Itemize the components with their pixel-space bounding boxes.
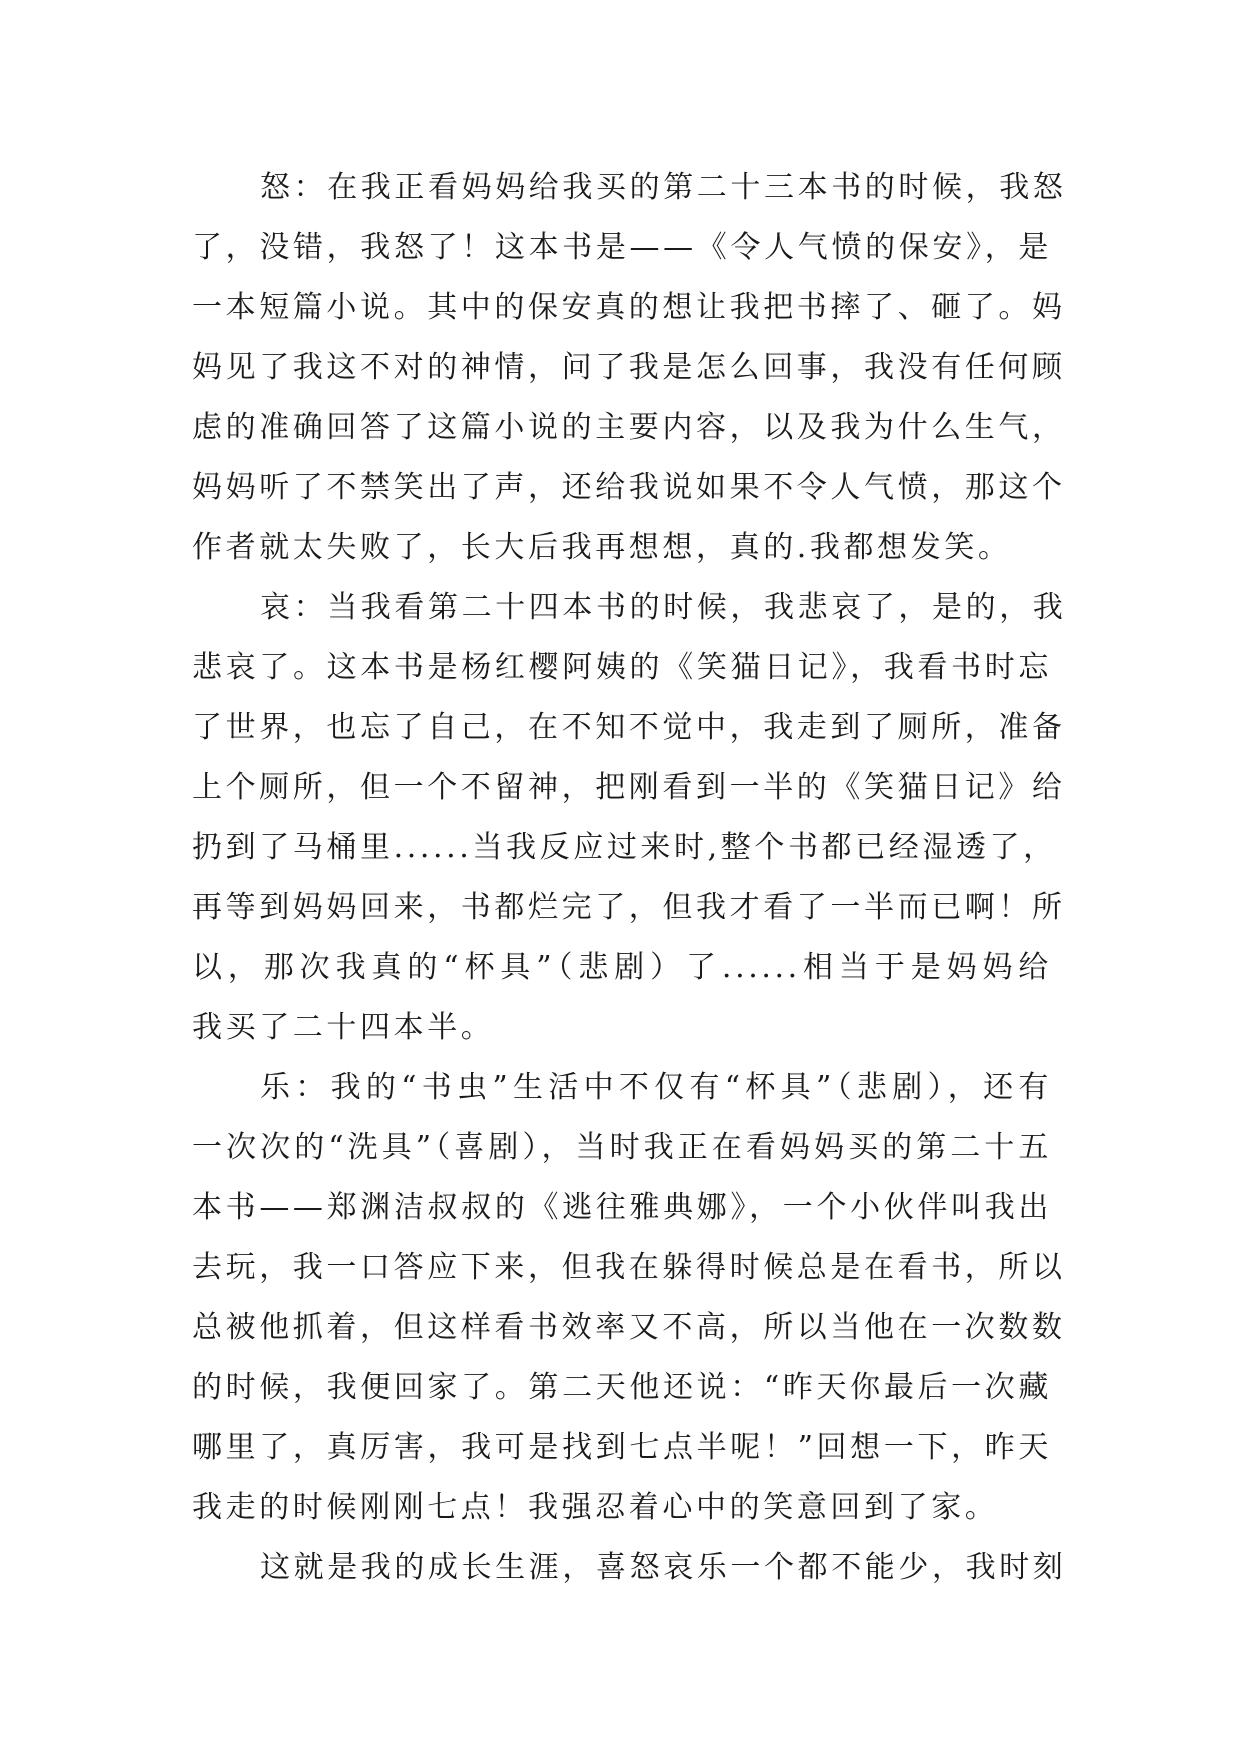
text-line: 一本短篇小说。其中的保安真的想让我把书摔了、砸了。妈 — [192, 290, 1066, 325]
text-line: 了世界，也忘了自己，在不知不觉中，我走到了厕所，准备 — [192, 710, 1066, 745]
text-line: 了，没错，我怒了！这本书是——《令人气愤的保安》，是 — [192, 230, 1052, 265]
text-line: 作者就太失败了，长大后我再想想，真的.我都想发笑。 — [192, 530, 1012, 565]
text-line: 妈见了我这不对的神情，问了我是怎么回事，我没有任何顾 — [192, 350, 1066, 385]
text-line: 哀：当我看第二十四本书的时候，我悲哀了，是的，我 — [260, 590, 1067, 625]
paragraph-anger — [192, 158, 1067, 578]
text-line: 乐：我的“书虫”生活中不仅有“杯具”（悲剧），还有 — [260, 1070, 1052, 1105]
paragraph-sorrow — [192, 578, 1067, 1058]
text-line: 我走的时候刚刚七点！我强忍着心中的笑意回到了家。 — [192, 1490, 999, 1525]
text-line: 虑的准确回答了这篇小说的主要内容，以及我为什么生气， — [192, 410, 1066, 445]
text-line: 悲哀了。这本书是杨红樱阿姨的《笑猫日记》，我看书时忘 — [192, 650, 1052, 685]
text-line: 以，那次我真的“杯具”（悲剧）了......相当于是妈妈给 — [192, 950, 1052, 985]
text-line: 妈妈听了不禁笑出了声，还给我说如果不令人气愤，那这个 — [192, 470, 1066, 505]
text-line: 扔到了马桶里......当我反应过来时,整个书都已经湿透了， — [192, 830, 1057, 865]
text-line: 哪里了，真厉害，我可是找到七点半呢！”回想一下，昨天 — [192, 1430, 1052, 1465]
paragraph-conclusion — [192, 1538, 1067, 1598]
paragraph-joy — [192, 1058, 1066, 1538]
text-line: 的时候，我便回家了。第二天他还说：“昨天你最后一次藏 — [192, 1370, 1052, 1405]
text-line: 一次次的“洗具”（喜剧），当时我正在看妈妈买的第二十五 — [192, 1130, 1052, 1165]
text-line: 总被他抓着，但这样看书效率又不高，所以当他在一次数数 — [192, 1310, 1066, 1345]
text-line: 上个厕所，但一个不留神，把刚看到一半的《笑猫日记》给 — [192, 770, 1066, 805]
text-line: 我买了二十四本半。 — [192, 1010, 495, 1045]
text-line: 再等到妈妈回来，书都烂完了，但我才看了一半而已啊！所 — [192, 890, 1066, 925]
document-body — [192, 158, 1067, 1598]
text-line: 本书——郑渊洁叔叔的《逃往雅典娜》，一个小伙伴叫我出 — [192, 1190, 1052, 1225]
text-line: 这就是我的成长生涯，喜怒哀乐一个都不能少，我时刻 — [260, 1550, 1067, 1585]
text-line: 怒：在我正看妈妈给我买的第二十三本书的时候，我怒 — [260, 170, 1067, 205]
text-line: 去玩，我一口答应下来，但我在躲得时候总是在看书，所以 — [192, 1250, 1066, 1285]
